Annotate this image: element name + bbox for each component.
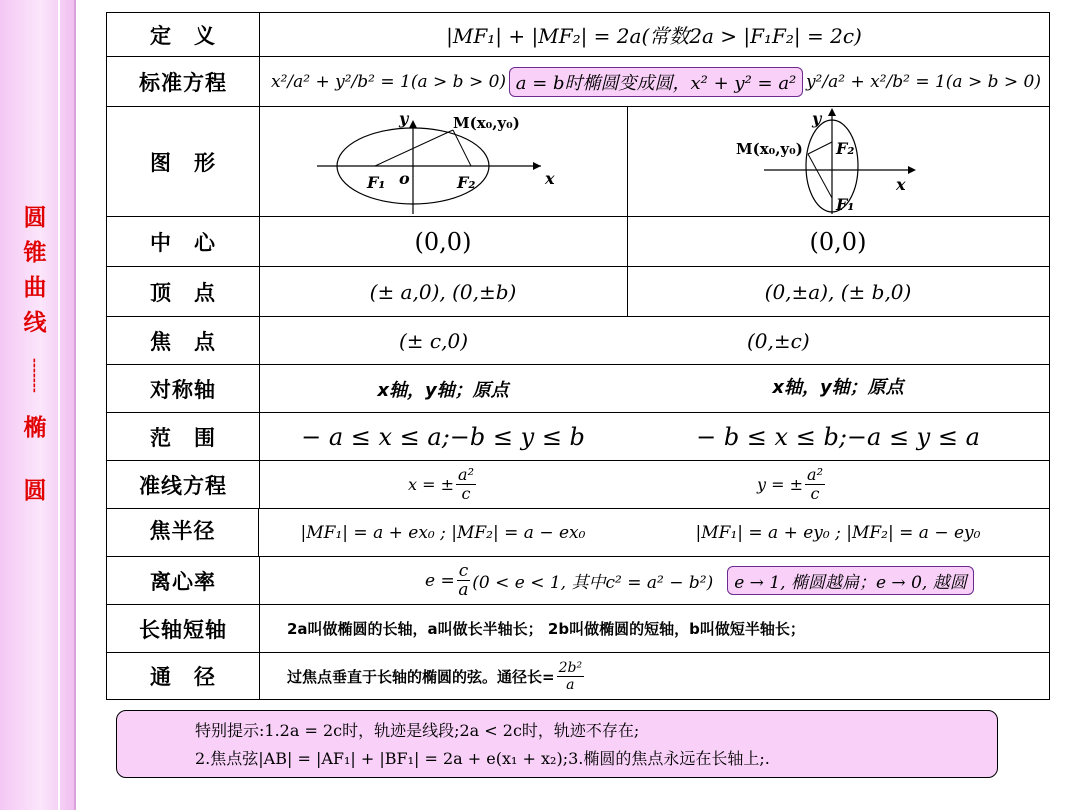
numerator: c <box>458 561 469 581</box>
special-note-box <box>116 710 998 778</box>
denominator: c <box>461 484 471 503</box>
f2-label: F₂ <box>836 138 855 158</box>
row-label: 焦半径 <box>107 509 259 556</box>
focal-radius-left: |MF₁| = a + ex₀ ; |MF₂| = a − ex₀ <box>300 522 586 543</box>
row-focal-radius <box>107 509 1049 557</box>
sidebar-char: 线 <box>23 309 47 336</box>
sidebar-char: 曲 <box>23 274 47 301</box>
denominator: a <box>458 580 469 600</box>
row-focus <box>107 317 1049 365</box>
row-label: 图 形 <box>107 107 260 216</box>
row-directrix <box>107 461 1049 509</box>
range-right: − b ≤ x ≤ b;−a ≤ y ≤ a <box>696 422 980 451</box>
standard-eq-horizontal: x²/a² + y²/b² = 1(a > b > 0) <box>271 71 507 92</box>
standard-eq-vertical: y²/a² + x²/b² = 1(a > b > 0) <box>805 71 1041 92</box>
center-left: (0,0) <box>414 227 472 256</box>
row-label: 定 义 <box>107 13 260 56</box>
focus-left: (± c,0) <box>399 328 469 353</box>
vertex-right: (0,±a), (± b,0) <box>764 279 912 304</box>
row-label: 焦 点 <box>107 317 260 364</box>
vertical-ellipse-graph <box>628 108 1048 216</box>
f2-label: F₂ <box>457 172 476 192</box>
eccentricity-range: (0 < e < 1, 其中c² = a² − b²) <box>472 573 714 593</box>
latus-description: 过焦点垂直于长轴的椭圆的弦。通径长= <box>287 667 555 686</box>
range-left: − a ≤ x ≤ a;−b ≤ y ≤ b <box>301 422 585 451</box>
x-axis-arrow <box>533 162 541 170</box>
sidebar-dash: ------- <box>28 357 42 393</box>
vertex-left: (± a,0), (0,±b) <box>369 279 517 304</box>
directrix-right-fraction <box>805 466 825 503</box>
circle-note: a = b时椭圆变成圆，x² + y² = a² <box>509 67 804 97</box>
latus-fraction <box>557 660 584 693</box>
row-label: 离心率 <box>107 557 260 604</box>
focal-line-2 <box>808 154 832 198</box>
numerator: 2b² <box>558 659 583 676</box>
y-axis-arrow <box>828 108 836 116</box>
x-label: x <box>896 174 906 194</box>
row-axes <box>107 605 1049 653</box>
row-label: 对称轴 <box>107 365 260 412</box>
ellipse-properties-table <box>106 12 1050 700</box>
sidebar-char: 圆 <box>23 204 47 231</box>
x-label: x <box>545 168 555 188</box>
x-axis-arrow <box>908 166 916 174</box>
origin-label: o <box>399 168 410 188</box>
focus-right: (0,±c) <box>747 328 810 353</box>
sidebar-char: 圆 <box>23 477 47 504</box>
f1-label: F₁ <box>836 194 855 214</box>
focal-line-1 <box>375 130 453 166</box>
y-axis-arrow <box>409 120 417 128</box>
sidebar-char: 锥 <box>23 239 47 266</box>
eccentricity-note: e → 1, 椭圆越扁；e → 0, 越圆 <box>727 566 973 595</box>
row-symmetry <box>107 365 1049 413</box>
sidebar-char: 椭 <box>23 414 47 441</box>
row-standard-equation <box>107 57 1049 107</box>
row-latus-rectum <box>107 653 1049 699</box>
row-label: 标准方程 <box>107 57 260 106</box>
row-label: 通 径 <box>107 653 260 699</box>
directrix-left-fraction <box>456 466 476 503</box>
point-m-label: M(x₀,y₀) <box>736 139 803 158</box>
row-definition <box>107 13 1049 57</box>
row-graph <box>107 107 1049 217</box>
eccentricity-prefix: e = <box>425 570 455 591</box>
axes-description: 2a叫做椭圆的长轴，a叫做长半轴长； 2b叫做椭圆的短轴，b叫做短半轴长； <box>287 620 805 638</box>
row-label: 准线方程 <box>107 461 260 508</box>
sidebar-panel <box>0 0 76 810</box>
directrix-right-prefix: y = ± <box>757 475 804 494</box>
row-label: 中 心 <box>107 217 260 266</box>
eccentricity-fraction <box>457 562 471 599</box>
row-vertex <box>107 267 1049 317</box>
focal-line-2 <box>453 130 471 166</box>
focal-line-1 <box>808 142 832 154</box>
denominator: c <box>810 484 820 503</box>
horizontal-ellipse-graph <box>259 108 627 216</box>
row-range <box>107 413 1049 461</box>
denominator: a <box>566 676 575 693</box>
sidebar-title <box>20 200 50 508</box>
directrix-left-prefix: x = ± <box>408 475 455 494</box>
numerator: a² <box>458 465 474 484</box>
definition-formula: |MF₁| + |MF₂| = 2a(常数2a > |F₁F₂| = 2c) <box>446 24 862 48</box>
center-right: (0,0) <box>809 227 867 256</box>
row-label: 长轴短轴 <box>107 605 260 652</box>
note-line-1: 特别提示:1.2a = 2c时，轨迹是线段;2a < 2c时，轨迹不存在; <box>195 721 640 740</box>
row-label: 顶 点 <box>107 267 260 316</box>
symmetry-left: x轴，y轴；原点 <box>377 379 509 401</box>
y-label: y <box>399 108 409 128</box>
f1-label: F₁ <box>367 172 386 192</box>
row-eccentricity <box>107 557 1049 605</box>
focal-radius-right: |MF₁| = a + ey₀ ; |MF₂| = a − ey₀ <box>695 522 981 543</box>
note-line-2: 2.焦点弦|AB| = |AF₁| + |BF₁| = 2a + e(x₁ + x₂);3.椭圆的焦点永远在长轴上;. <box>195 749 770 768</box>
row-center <box>107 217 1049 267</box>
row-label: 范 围 <box>107 413 260 460</box>
numerator: a² <box>807 465 823 484</box>
y-label: y <box>812 108 822 128</box>
symmetry-right: x轴，y轴；原点 <box>772 377 904 398</box>
point-m-label: M(x₀,y₀) <box>453 113 520 132</box>
